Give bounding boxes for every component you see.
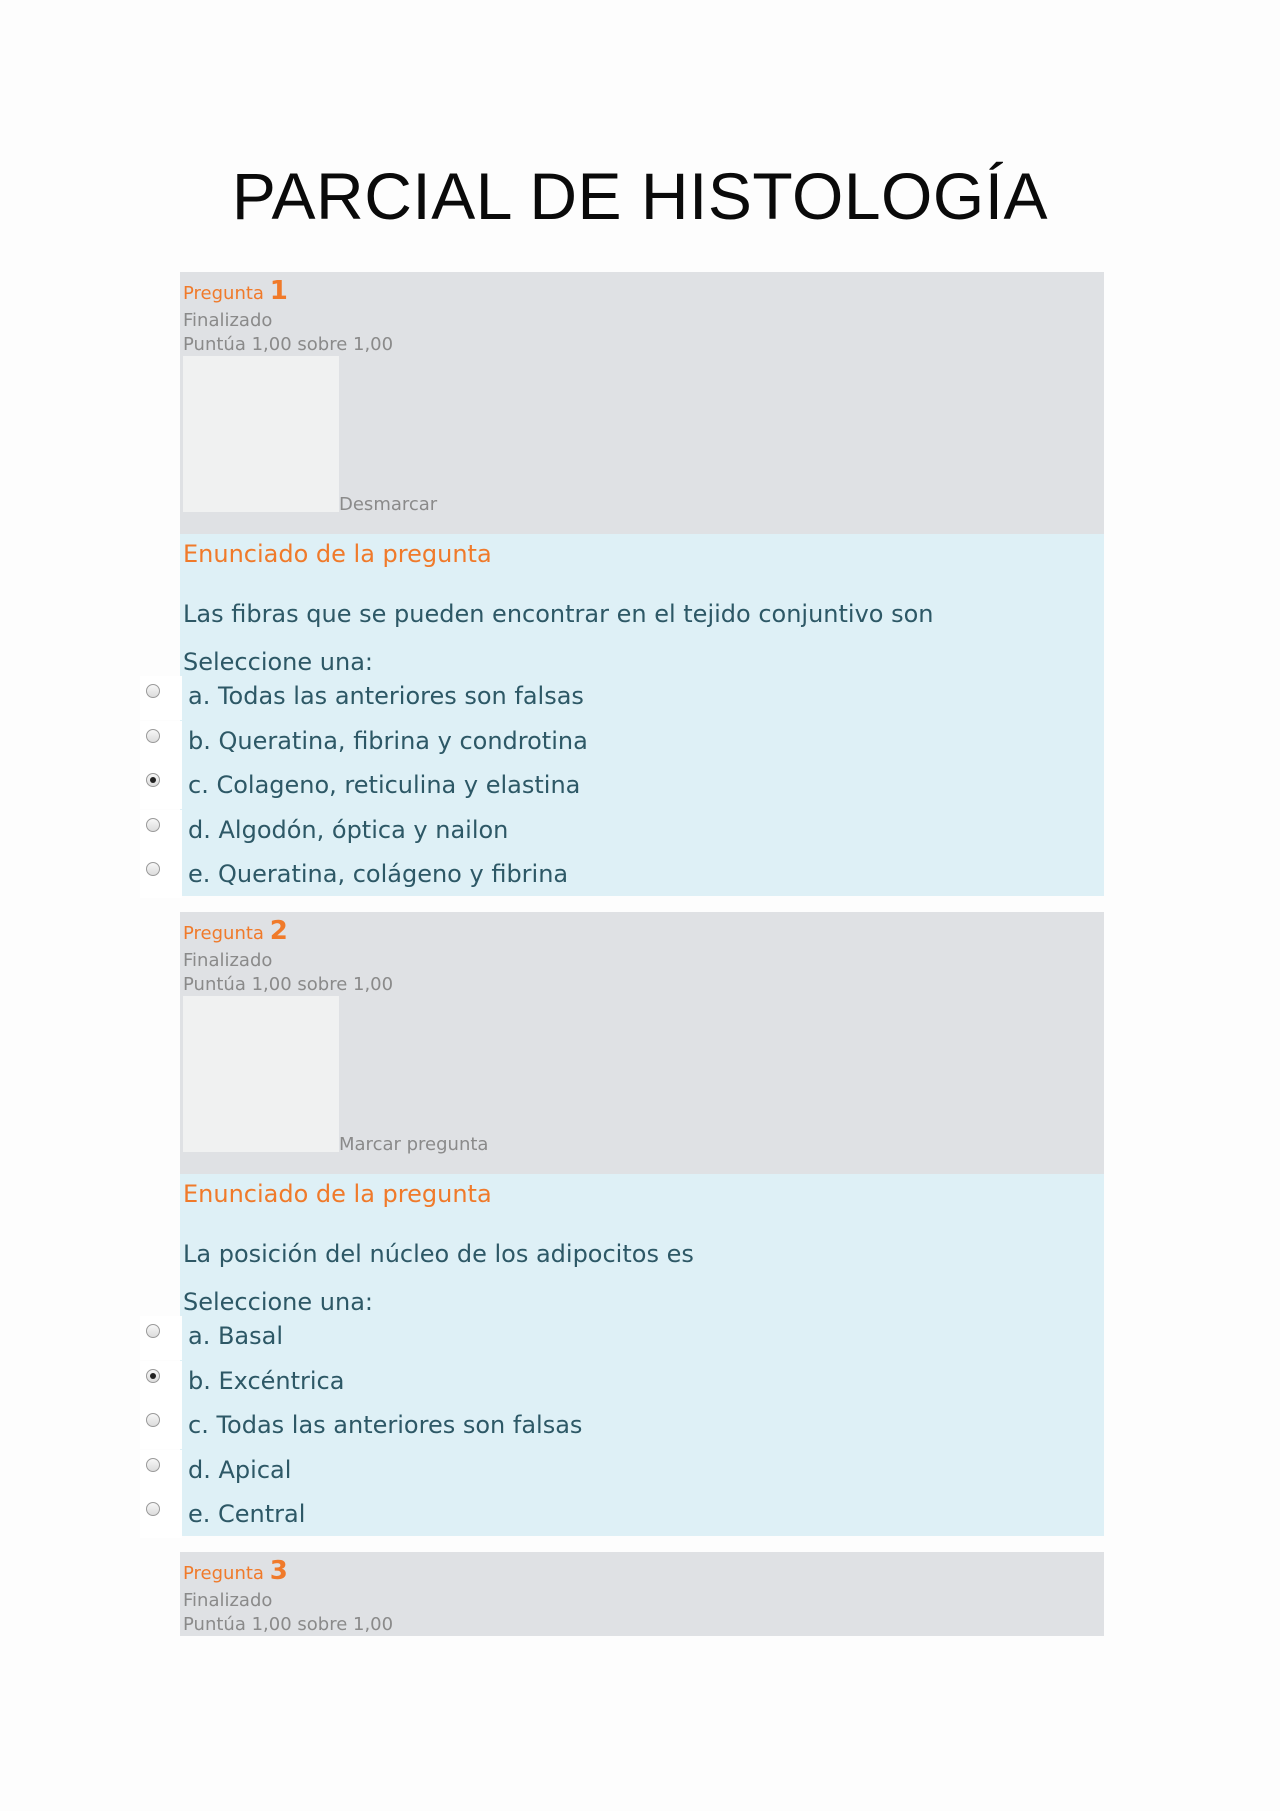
answer-option[interactable]	[140, 1405, 1104, 1449]
answer-option-label[interactable]: e. Queratina, colágeno y fibrina	[188, 860, 569, 888]
question-label: Pregunta	[183, 1563, 264, 1584]
question-info	[180, 1552, 1104, 1636]
radio-cell	[140, 854, 182, 898]
question-1	[180, 272, 1104, 896]
question-info	[180, 912, 1104, 1174]
question-number	[183, 1556, 288, 1586]
flag-icon[interactable]	[183, 356, 339, 512]
question-state: Finalizado	[183, 310, 273, 331]
radio-icon[interactable]	[146, 1324, 160, 1338]
question-number-value: 3	[269, 1556, 288, 1586]
answer-option-label[interactable]: a. Basal	[188, 1322, 284, 1350]
answer-option[interactable]	[140, 810, 1104, 854]
answer-option[interactable]	[140, 721, 1104, 765]
question-2	[180, 912, 1104, 1536]
question-number-value: 1	[269, 276, 288, 306]
question-grade: Puntúa 1,00 sobre 1,00	[183, 334, 394, 355]
question-number-value: 2	[269, 916, 288, 946]
answer-option-label[interactable]: e. Central	[188, 1500, 306, 1528]
question-state: Finalizado	[183, 1590, 273, 1611]
answer-option[interactable]	[140, 676, 1104, 720]
question-heading: Enunciado de la pregunta	[183, 1180, 492, 1208]
answer-option-label[interactable]: c. Colageno, reticulina y elastina	[188, 771, 581, 799]
answer-option-label[interactable]: d. Apical	[188, 1455, 292, 1484]
question-label: Pregunta	[183, 923, 264, 944]
question-heading: Enunciado de la pregunta	[183, 540, 492, 568]
question-info	[180, 272, 1104, 534]
question-grade: Puntúa 1,00 sobre 1,00	[183, 974, 394, 995]
radio-icon[interactable]	[146, 684, 160, 698]
radio-cell	[140, 810, 182, 854]
question-label: Pregunta	[183, 283, 264, 304]
radio-cell	[140, 1450, 182, 1494]
answer-option[interactable]	[140, 1316, 1104, 1360]
answer-option[interactable]	[140, 854, 1104, 898]
page-title: PARCIAL DE HISTOLOGÍA	[231, 159, 1049, 233]
radio-icon[interactable]	[146, 862, 160, 876]
radio-icon[interactable]	[146, 729, 160, 743]
answer-prompt: Seleccione una:	[183, 1288, 373, 1316]
answer-option-label[interactable]: b. Excéntrica	[188, 1366, 345, 1395]
answer-option-label[interactable]: c. Todas las anteriores son falsas	[188, 1411, 583, 1439]
question-formulation	[180, 534, 1104, 896]
answer-option-label[interactable]: a. Todas las anteriores son falsas	[188, 682, 584, 710]
radio-cell	[140, 1494, 182, 1538]
radio-cell	[140, 721, 182, 765]
question-text: La posición del núcleo de los adipocitos es	[183, 1240, 694, 1268]
radio-icon[interactable]	[146, 1413, 160, 1427]
radio-icon[interactable]	[146, 818, 160, 832]
radio-icon[interactable]	[146, 1502, 160, 1516]
answer-option-label[interactable]: d. Algodón, óptica y nailon	[188, 815, 509, 844]
answer-prompt: Seleccione una:	[183, 648, 373, 676]
question-state: Finalizado	[183, 950, 273, 971]
question-3	[180, 1552, 1104, 1636]
flag-icon[interactable]	[183, 996, 339, 1152]
answer-option[interactable]	[140, 1494, 1104, 1538]
question-formulation	[180, 1174, 1104, 1536]
answer-option[interactable]	[140, 1450, 1104, 1494]
radio-cell	[140, 1361, 182, 1405]
flag-toggle-link[interactable]: Desmarcar	[339, 494, 438, 515]
answer-option[interactable]	[140, 765, 1104, 809]
radio-selected-icon[interactable]	[146, 773, 160, 787]
radio-selected-icon[interactable]	[146, 1369, 160, 1383]
answer-option-label[interactable]: b. Queratina, fibrina y condrotina	[188, 726, 588, 755]
question-text: Las fibras que se pueden encontrar en el tejido conjuntivo son	[183, 600, 934, 628]
radio-icon[interactable]	[146, 1458, 160, 1472]
question-grade: Puntúa 1,00 sobre 1,00	[183, 1614, 394, 1635]
flag-toggle-link[interactable]: Marcar pregunta	[339, 1134, 489, 1155]
radio-cell	[140, 765, 182, 809]
answer-option[interactable]	[140, 1361, 1104, 1405]
question-number	[183, 276, 288, 306]
radio-cell	[140, 676, 182, 720]
radio-cell	[140, 1316, 182, 1360]
radio-cell	[140, 1405, 182, 1449]
question-number	[183, 916, 288, 946]
